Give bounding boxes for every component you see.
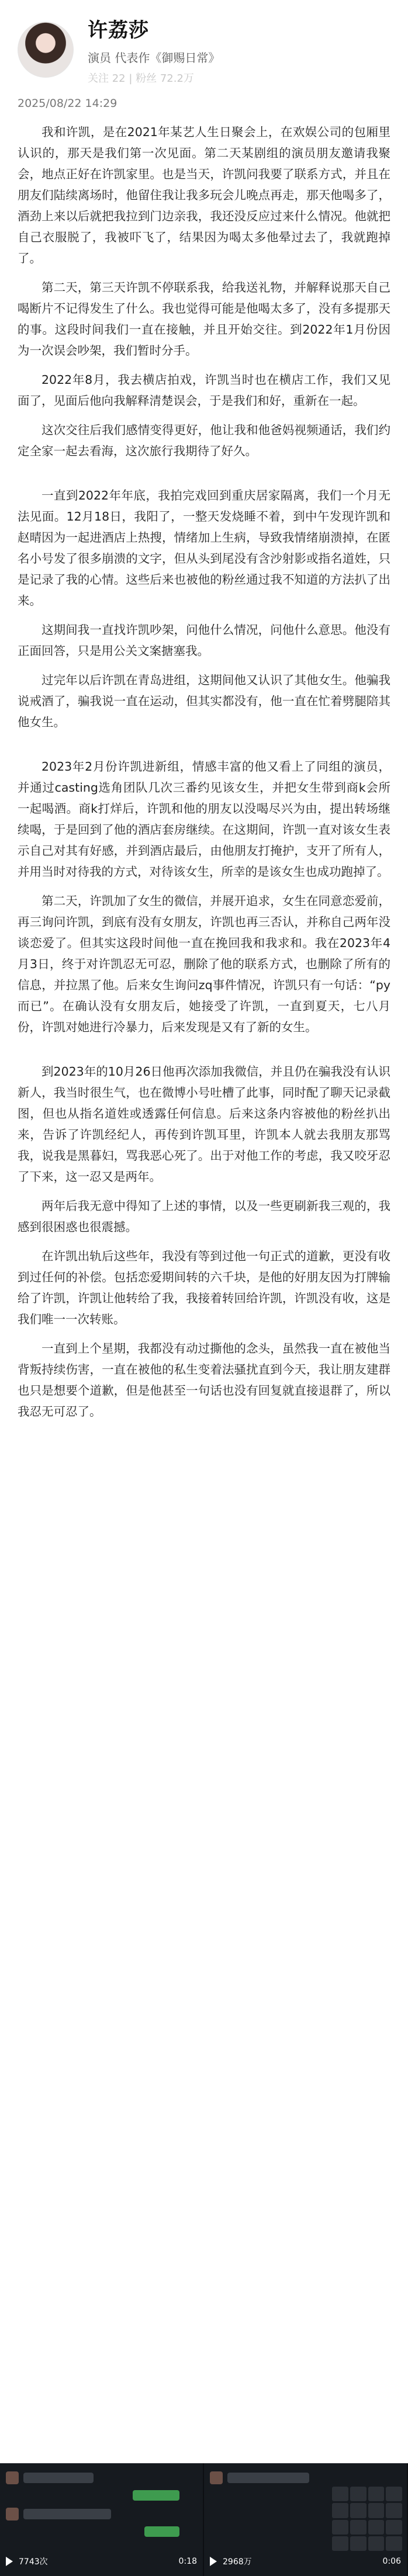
user-description: 演员 代表作《御赐日常》 — [88, 51, 220, 65]
view-count: 2968万 — [223, 2557, 252, 2567]
paragraph: 一直到上个星期，我都没有动过撕他的念头，虽然我一直在被他当背叛持续伤害，一直在被他的私生变着法骚扰直到今天，我让朋友建群也只是想要个道歉，但是他甚至一句话也没有回复就直接退群了，所以我忍无可忍了。 — [18, 1341, 390, 1419]
paragraph: 一直到2022年年底，我拍完戏回到重庆居家隔离，我们一个月无法见面。12月18日，我阳了，一整天发烧睡不着，到中午发现许凯和赵晴因为一起进酒店上热搜，情绪加上生病，导致我情绪崩溃掉，在匿名小号发了很多崩溃的文字，但从头到尾没有含沙射影或指名道姓，只是记录了我的心情。这些后来也被他的粉丝通过我不知道的方法扒了出来。 — [18, 488, 390, 608]
keyboard — [332, 2487, 402, 2551]
chat-bubble — [23, 2509, 111, 2519]
paragraph: 在许凯出轨后这些年，我没有等到过他一句正式的道歉，更没有收到过任何的补偿。包括恋爱期间转的六千块，是他的好朋友因为打牌输给了许凯，许凯让他转给了我，我接着转回给许凯，许凯没有收，这是我们唯一一次转账。 — [18, 1249, 390, 1326]
paragraph: 这次交往后我们感情变得更好，他让我和他爸妈视频通话，我们约定全家一起去看海，这次旅行我期待了好久。 — [18, 423, 390, 458]
paragraph: 到2023年的10月26日他再次添加我微信，并且仍在骗我没有认识新人，我当时很生气，也在微博小号吐槽了此事，同时配了聊天记录截图，但也从指名道姓或透露任何信息。后来这条内容被他的粉丝扒出来，告诉了许凯经纪人，再传到许凯耳里，许凯本人就去我朋友那骂我，说我是黑暮妇，骂我恶心死了。出于对他工作的考虑，我又咬牙忍了下来，这一忍又是两年。 — [18, 1065, 390, 1184]
audio-time: 0:18 — [178, 2557, 197, 2566]
audio-player[interactable] — [210, 2553, 401, 2570]
paragraph: 2022年8月，我去横店拍戏，许凯当时也在横店工作，我们又见面了，见面后他向我解释清楚误会，于是我们和好，重新在一起。 — [18, 373, 390, 408]
paragraph: 2023年2月份许凯进新组，情感丰富的他又看上了同组的演员，并通过casting选角团队几次三番约见该女生，并把女生带到商k会所一起喝酒。商k打烊后，许凯和他的朋友以没喝尽兴为由，提出转场继续喝，于是回到了他的酒店套房继续。在这期间，许凯一直对该女生表示自己对其有好感，并到酒店最后，由他朋友打掩护，支开了所有人，并用当时对待我的方式，对待该女生，所幸的是该女生也成功跑掉了。 — [18, 760, 390, 879]
chat-avatar — [6, 2471, 19, 2484]
avatar[interactable] — [18, 22, 74, 78]
paragraph: 我和许凯，是在2021年某艺人生日聚会上，在欢娱公司的包厢里认识的，那天是我们第一次见面。第二天某剧组的演员朋友邀请我聚会，地点正好在许凯家里。也是当天，许凯问我要了联系方式，并且在朋友们陆续离场时，他留住我让我多玩会儿晚点再走，那天他喝多了，酒劲上来以后就把我拉到门边亲我，我还没反应过来什么情况。他就把自己衣服脱了，我被吓飞了，结果因为喝太多他晕过去了，我就跑掉了。 — [18, 125, 390, 265]
user-info — [88, 14, 220, 85]
paragraph: 两年后我无意中得知了上述的事情，以及一些更刷新我三观的，我感到很困惑也很震撼。 — [18, 1199, 390, 1234]
paragraph: 过完年以后许凯在青岛进组，这期间他又认识了其他女生。他骗我说戒酒了，骗我说一直在运动，但其实都没有，他一直在忙着劈腿陪其他女生。 — [18, 673, 390, 729]
chat-bubble — [23, 2473, 94, 2483]
chat-avatar — [210, 2471, 223, 2484]
play-icon[interactable] — [6, 2557, 13, 2566]
user-stats: 关注 22 | 粉丝 72.2万 — [88, 72, 194, 85]
chat-screenshot[interactable] — [0, 2463, 204, 2576]
chat-screenshot[interactable] — [204, 2463, 408, 2576]
chat-bubble — [227, 2473, 309, 2483]
paragraph: 第二天，许凯加了女生的微信，并展开追求，女生在同意恋爱前，再三询问许凯，到底有没有女朋友，许凯也再三否认，并称自己两年没谈恋爱了。但其实这段时间他一直在挽回我和我求和。我在2023年4月3日，终于对许凯忍无可忍，删除了他的联系方式，也删除了所有的信息，并拉黑了他。后来女生询问zq事件情况，许凯只有一句话：“py而已”。在确认没有女朋友后，她接受了许凯，一直到夏天，七八月份，许凯对她进行冷暴力，后来发现是又有了新的女生。 — [18, 894, 390, 1034]
view-count: 7743次 — [19, 2557, 48, 2567]
post-date: 2025/08/22 14:29 — [18, 97, 117, 110]
paragraph: 第二天，第三天许凯不停联系我，给我送礼物，并解释说那天自己喝断片不记得发生了什么。我也觉得可能是他喝太多了，没有多提那天的事。这段时间我们一直在接触，并且开始交往。到2022年1月份因为一次误会吵架，我们暂时分手。 — [18, 280, 390, 358]
chat-screenshots — [0, 2463, 408, 2576]
audio-time: 0:06 — [382, 2557, 401, 2566]
chat-bubble — [144, 2526, 179, 2537]
play-icon[interactable] — [210, 2557, 217, 2566]
chat-bubble — [133, 2490, 179, 2501]
chat-avatar — [6, 2508, 19, 2520]
paragraph: 这期间我一直找许凯吵架，问他什么情况，问他什么意思。他没有正面回答，只是用公关文案搪塞我。 — [18, 623, 390, 658]
post-content — [0, 110, 408, 1422]
user-name[interactable]: 许荔莎 — [88, 19, 149, 42]
audio-player[interactable] — [6, 2553, 197, 2570]
profile-header — [0, 0, 408, 93]
